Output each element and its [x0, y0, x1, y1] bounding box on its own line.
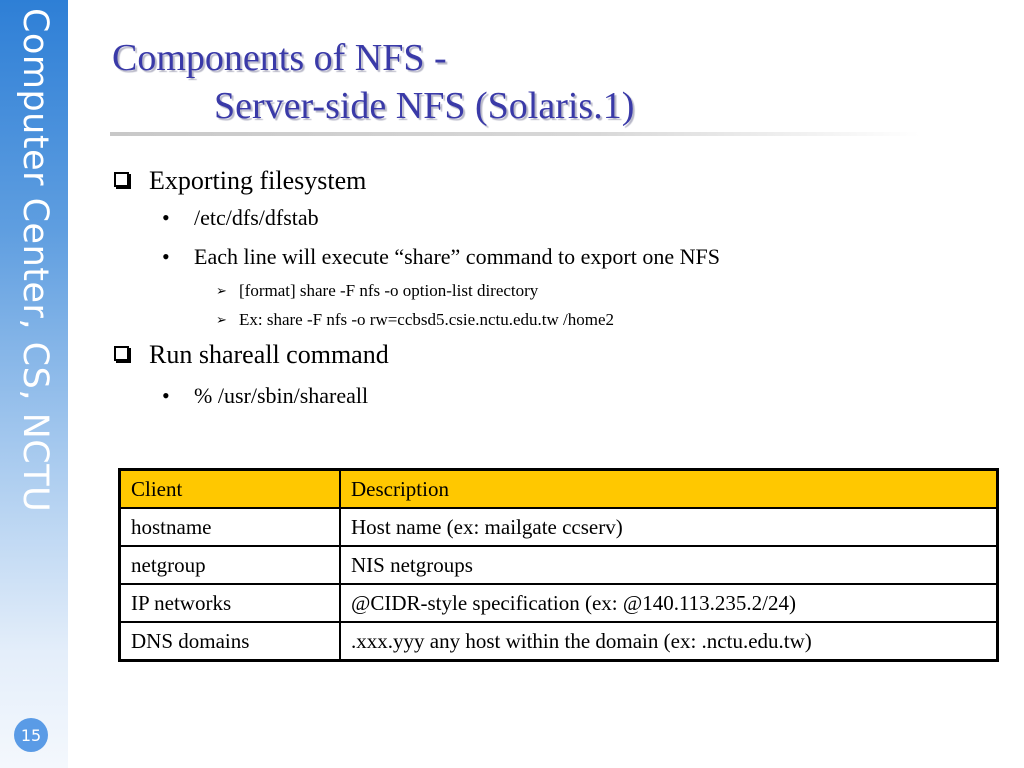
bullet-text: [format] share -F nfs -o option-list directory	[239, 281, 539, 300]
header-client: Client	[120, 470, 341, 509]
table-row	[120, 508, 998, 546]
client-cell: DNS domains	[120, 622, 341, 661]
bullet-level2	[112, 237, 992, 276]
bullet-level3	[112, 305, 992, 334]
bullet-level1	[112, 338, 992, 372]
checkbox-bullet-icon	[114, 172, 129, 187]
bullet-level2	[112, 376, 992, 415]
table-row	[120, 622, 998, 661]
client-table	[118, 468, 999, 662]
title-line-2: Server-side NFS (Solaris.1)	[214, 85, 635, 127]
description-cell: Host name (ex: mailgate ccserv)	[340, 508, 998, 546]
table-header-row	[120, 470, 998, 509]
bullet-text: Run shareall command	[149, 340, 389, 369]
description-cell: .xxx.yyy any host within the domain (ex: .nctu.edu.tw)	[340, 622, 998, 661]
sidebar-org-label: Computer Center, CS, NCTU	[15, 8, 55, 513]
title-line-1: Components of NFS -	[112, 37, 447, 79]
table-row	[120, 584, 998, 622]
description-cell: NIS netgroups	[340, 546, 998, 584]
slide-title	[112, 34, 634, 130]
bullet-text: Exporting filesystem	[149, 166, 367, 195]
header-description: Description	[340, 470, 998, 509]
sidebar	[0, 0, 68, 768]
bullet-list	[112, 164, 992, 415]
bullet-text: /etc/dfs/dfstab	[194, 205, 319, 230]
title-divider	[110, 132, 920, 136]
bullet-level1	[112, 164, 992, 198]
bullet-text: Ex: share -F nfs -o rw=ccbsd5.csie.nctu.edu.tw /home2	[239, 310, 614, 329]
dot-bullet-icon: •	[162, 244, 170, 269]
bullet-level2	[112, 198, 992, 237]
bullet-text: % /usr/sbin/shareall	[194, 383, 369, 408]
client-cell: IP networks	[120, 584, 341, 622]
description-cell: @CIDR-style specification (ex: @140.113.235.2/24)	[340, 584, 998, 622]
page-number-badge: 15	[14, 718, 48, 752]
bullet-level3	[112, 276, 992, 305]
client-cell: hostname	[120, 508, 341, 546]
bullet-text: Each line will execute “share” command to export one NFS	[194, 244, 720, 269]
arrow-bullet-icon: ➢	[216, 312, 227, 327]
dot-bullet-icon: •	[162, 205, 170, 230]
table-row	[120, 546, 998, 584]
dot-bullet-icon: •	[162, 383, 170, 408]
checkbox-bullet-icon	[114, 346, 129, 361]
arrow-bullet-icon: ➢	[216, 283, 227, 298]
client-cell: netgroup	[120, 546, 341, 584]
